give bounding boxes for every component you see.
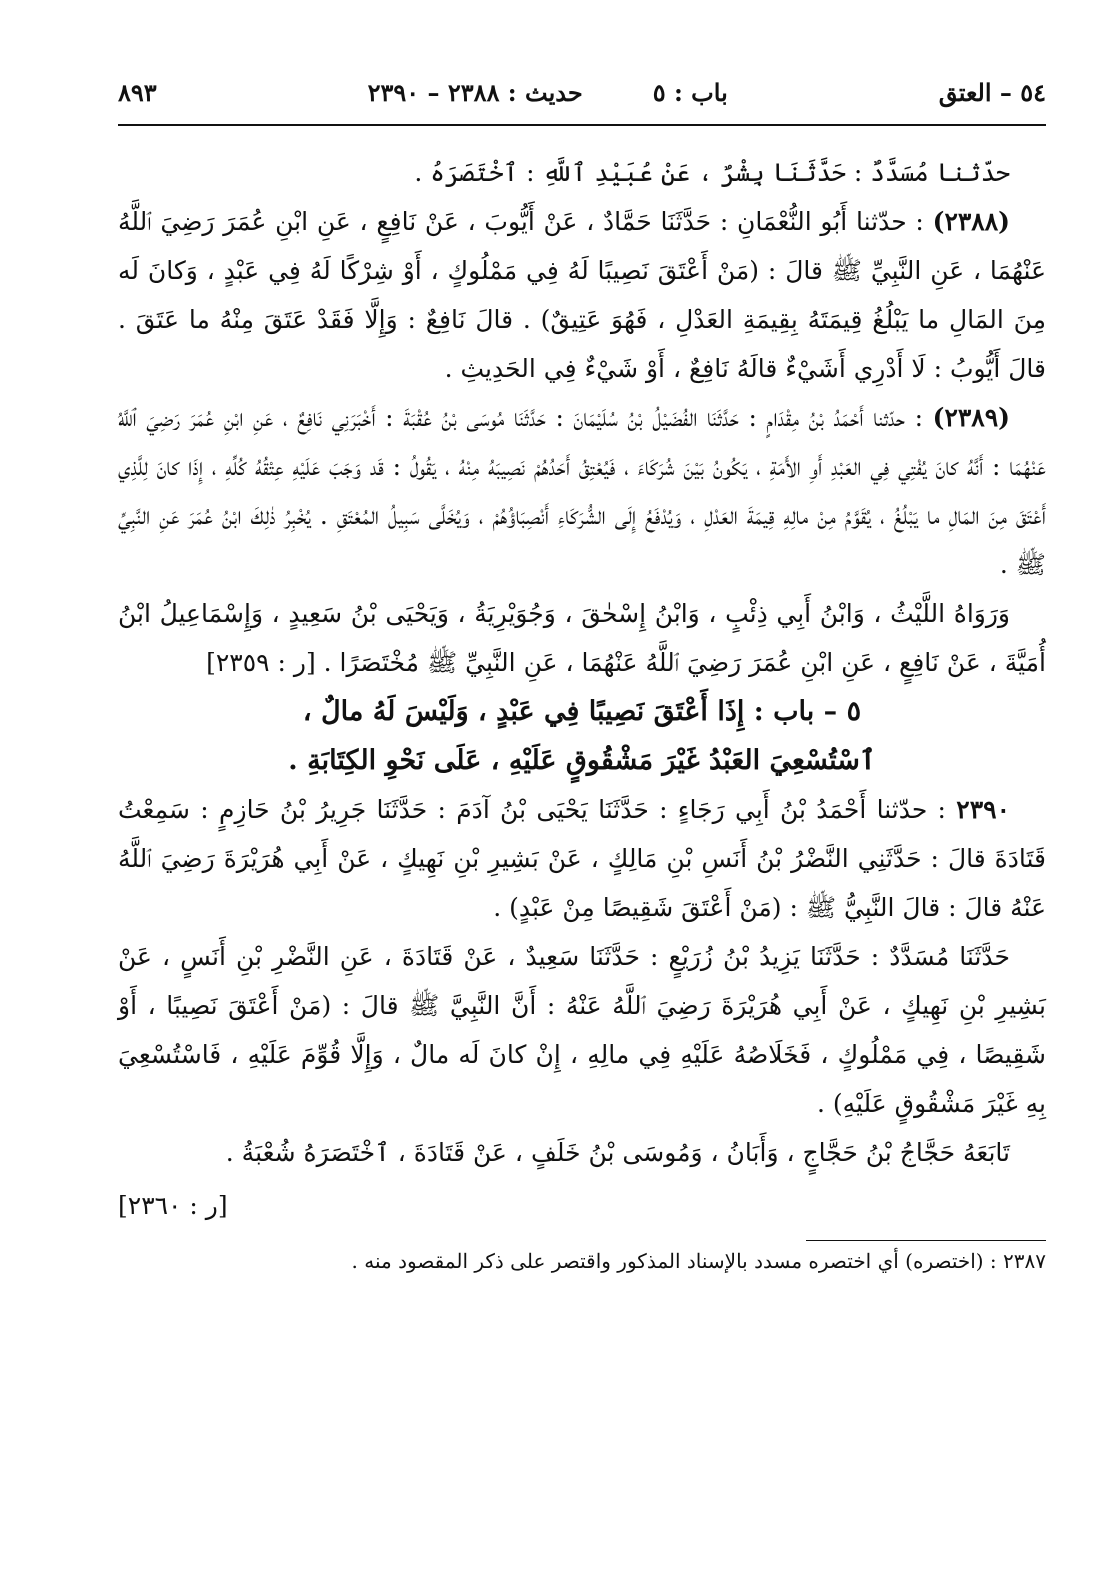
- paragraph: [118, 148, 1046, 197]
- page-header: [118, 78, 1046, 124]
- hadith-range: حديث : ٢٣٨٨ – ٢٣٩٠: [367, 78, 583, 107]
- footnote-divider: [806, 1240, 1046, 1241]
- cross-reference: [ر : ٢٣٦٠]: [118, 1191, 228, 1220]
- paragraph-text: تَابَعَهُ حَجَّاجُ بْنُ حَجَّاجٍ ، وَأَبَانُ ، وَمُوسَى بْنُ خَلَفٍ ، عَنْ قَتَادَةَ ، ٱخْتَصَرَهُ شُعْبَةُ .: [225, 1138, 1010, 1167]
- chapter-heading-line-2: ٱسْتُسْعِيَ العَبْدُ غَيْرَ مَشْقُوقٍ عَلَيْهِ ، عَلَى نَحْوِ الكِتَابَةِ .: [288, 745, 876, 776]
- paragraph-text: : حدّثنا أَبُو النُّعْمَانِ : حَدَّثَنَا حَمَّادٌ ، عَنْ أَيُّوبَ ، عَنْ نَافِعٍ ، عَنِ ابْنِ عُمَرَ رَضِيَ ٱللَّهُ عَنْهُمَا ، عَنِ النَّبِيِّ ﷺ قالَ : (مَنْ أَعْتَقَ نَصِيبًا لَهُ فِي مَمْلُوكٍ ، أَوْ شِرْكًا لَهُ فِي عَبْدٍ ، وَكانَ لَه مِنَ المَالِ ما يَبْلُغُ قِيمَتَهُ بِقِيمَةِ العَدْلِ ، فَهُوَ عَتِيقٌ) . قالَ نَافِعٌ : وَإِلَّا فَقَدْ عَتَقَ مِنْهُ ما عَتَقَ . قالَ أَيُّوبُ : لَا أَدْرِي أَشَيْءٌ قالَهُ نَافِعٌ ، أَوْ شَيْءٌ فِي الحَدِيثِ .: [118, 207, 1046, 383]
- hadith-number: ٢٣٩٠: [956, 795, 1010, 824]
- book-title: ٥٤ – العتق: [938, 78, 1046, 107]
- paragraph-text: حَدَّثَنَا مُسَدَّدٌ : حَدَّثَنَا يَزِيدُ بْنُ زُرَيْعٍ : حَدَّثَنَا سَعِيدٌ ، عَنْ قَتَادَةَ ، عَنِ النَّضْرِ بْنِ أَنَسٍ ، عَنْ بَشِيرِ بْنِ نَهِيكٍ ، عَنْ أَبِي هُرَيْرَةَ رَضِيَ ٱللَّهُ عَنْهُ : أَنَّ النَّبِيَّ ﷺ قالَ : (مَنْ أَعْتَقَ نَصِيبًا ، أَوْ شَقِيصًا ، فِي مَمْلُوكٍ ، فَخَلَاصُهُ عَلَيْهِ فِي مالِهِ ، إِنْ كانَ لَه مالٌ ، وَإِلَّا قُوِّمَ عَلَيْهِ ، فَاسْتُسْعِيَ بِهِ غَيْرَ مَشْقُوقٍ عَلَيْهِ) .: [118, 942, 1046, 1118]
- hadith-number: (٢٣٨٨): [932, 207, 1010, 236]
- paragraph: [118, 589, 1046, 687]
- hadith-2390: [118, 785, 1046, 932]
- bab-number: باب : ٥: [652, 78, 728, 107]
- header-divider: [118, 124, 1046, 126]
- paragraph-text: حدّثنا مُسَدَّدٌ : حَدَّثَنَا بِشْرٌ ، عَنْ عُبَيْدِ ٱللَّهِ : ٱخْتَصَرَهُ .: [414, 158, 1010, 187]
- paragraph-text: وَرَوَاهُ اللَّيْثُ ، وَابْنُ أَبِي ذِئْبٍ ، وَابْنُ إِسْحٰقَ ، وَجُوَيْرِيَةُ ، وَيَحْيَى بْنُ سَعِيدٍ ، وَإِسْمَاعِيلُ ابْنُ أُمَيَّةَ ، عَنْ نَافِعٍ ، عَنِ ابْنِ عُمَرَ رَضِيَ ٱللَّهُ عَنْهُمَا ، عَنِ النَّبِيِّ ﷺ مُخْتَصَرًا . [ر : ٢٣٥٩]: [118, 599, 1046, 677]
- footnote: ٢٣٨٧ : (اختصره) أي اختصره مسدد بالإسناد المذكور واقتصر على ذكر المقصود منه .: [351, 1249, 1046, 1273]
- page-number: ٨٩٣: [118, 78, 157, 107]
- paragraph-text: : حدّثنا أَحْمَدُ بْنُ مِقْدَامٍ : حَدَّثَنَا الفُضَيْلُ بْنُ سُلَيْمَانَ : حَدَّثَنَا مُوسَى بْنُ عُقْبَةَ : أَخْبَرَنِي نَافِعٌ ، عَنِ ابْنِ عُمَرَ رَضِيَ ٱللَّهُ عَنْهُمَا : أَنَّهُ كانَ يُفْتِي فِي العَبْدِ أَوِ الأَمَةِ ، يَكُونُ بَيْنَ شُرَكَاءَ ، فَيُعْتِقُ أَحَدُهُمْ نَصِيبَهُ مِنْهُ ، يَقُولُ : قَد وَجَبَ عَلَيْهِ عِتْقُهُ كُلِّهِ ، إِذَا كانَ لِلَّذِي أَعْتَقَ مِنَ المَالِ ما يَبْلُغُ ، يُقَوَّمُ مِنْ مالِهِ قِيمَةَ العَدْلِ ، وَيُدْفَعُ إِلَى الشُّرَكَاءِ أَنْصِبَاؤُهُمْ ، وَيُخَلَّى سَبِيلُ المُعْتَقِ . يُخْبِرُ ذٰلِكَ ابْنُ عُمَرَ عَنِ النَّبِيِّ ﷺ .: [118, 403, 1046, 579]
- chapter-heading-line-1: ٥ – باب : إِذَا أَعْتَقَ نَصِيبًا فِي عَبْدٍ ، وَلَيْسَ لَهُ مالٌ ،: [302, 696, 862, 727]
- hadith-2388: [118, 197, 1046, 393]
- book-page: [118, 78, 1046, 1279]
- paragraph: [118, 1128, 1046, 1177]
- paragraph-text: : حدّثنا أَحْمَدُ بْنُ أَبِي رَجَاءٍ : حَدَّثَنَا يَحْيَى بْنُ آدَمَ : حَدَّثَنَا جَرِيرُ بْنُ حَازِمٍ : سَمِعْتُ قَتَادَةَ قالَ : حَدَّثَنِي النَّضْرُ بْنُ أَنَسِ بْنِ مَالِكٍ ، عَنْ بَشِيرِ بْنِ نَهِيكٍ ، عَنْ أَبِي هُرَيْرَةَ رَضِيَ ٱللَّهُ عَنْهُ قالَ : قالَ النَّبِيُّ ﷺ : (مَنْ أَعْتَقَ شَقِيصًا مِنْ عَبْدٍ) .: [118, 795, 1046, 922]
- paragraph: [118, 932, 1046, 1128]
- hadith-2389: [118, 393, 1046, 589]
- hadith-number: (٢٣٨٩): [932, 403, 1010, 432]
